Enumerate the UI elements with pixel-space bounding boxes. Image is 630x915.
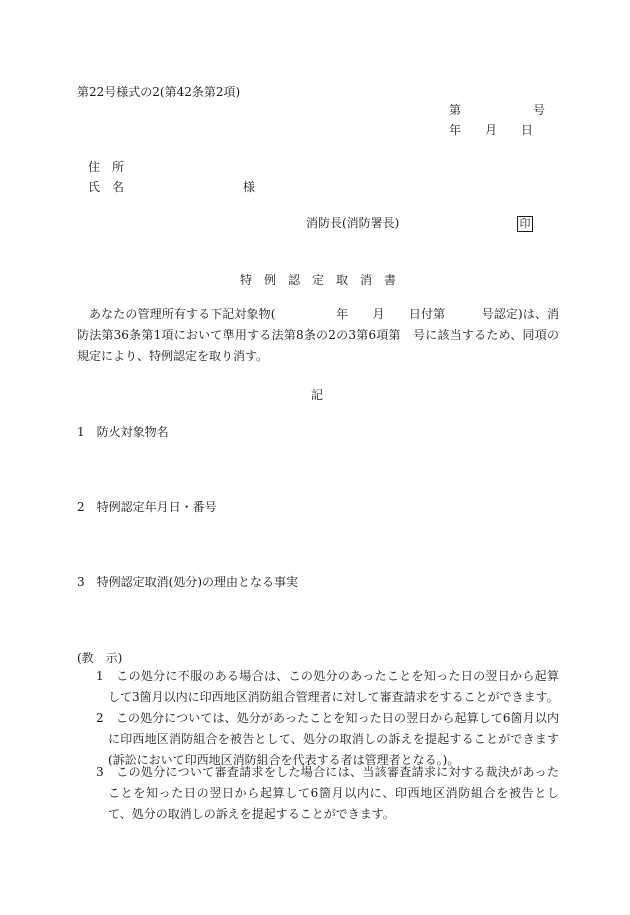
- body-paragraph: あなたの管理所有する下記対象物( 年 月 日付第 号認定)は、消防法第36条第1項において準用する法第8条の2の3第6項第 号に該当するため、同項の規定により、特例認定を取り消す。: [77, 307, 559, 363]
- document-number: 第 号: [449, 103, 546, 117]
- item-approval-date: 2 特例認定年月日・番号: [77, 500, 217, 514]
- notice-item-1: 1 この処分に不服のある場合は、この処分のあったことを知った日の翌日から起算して3箇月以内に印西地区消防組合管理者に対して審査請求をすることができます。: [96, 669, 559, 704]
- seal-mark: 印: [517, 216, 533, 232]
- notice-item-2: 2 この処分については、処分があったことを知った日の翌日から起算して6箇月以内に印西地区消防組合を被告として、処分の取消しの訴えを提起することができます(訴訟において印西地区消防組合を代表する者は管理者となる。)。: [96, 711, 559, 767]
- document-title: 特 例 認 定 取 消 書: [240, 273, 397, 287]
- issuer-title: 消防長(消防署長): [306, 216, 400, 230]
- item-revocation-reason: 3 特例認定取消(処分)の理由となる事実: [77, 575, 298, 589]
- document-date: 年 月 日: [449, 123, 534, 137]
- ki-heading: 記: [311, 388, 324, 402]
- notice-item-3: 3 この処分について審査請求をした場合には、当該審査請求に対する裁決があったことを知った日の翌日から起算して6箇月以内に、印西地区消防組合を被告として、処分の取消しの訴えを提起することができます。: [96, 765, 559, 821]
- item-target-name: 1 防火対象物名: [77, 425, 169, 439]
- address-label: 住 所: [88, 160, 125, 174]
- name-label: 氏 名: [88, 180, 125, 194]
- honorific: 様: [243, 180, 256, 194]
- form-id: 第22号様式の2(第42条第2項): [77, 85, 241, 99]
- notice-header: (教 示): [77, 651, 123, 665]
